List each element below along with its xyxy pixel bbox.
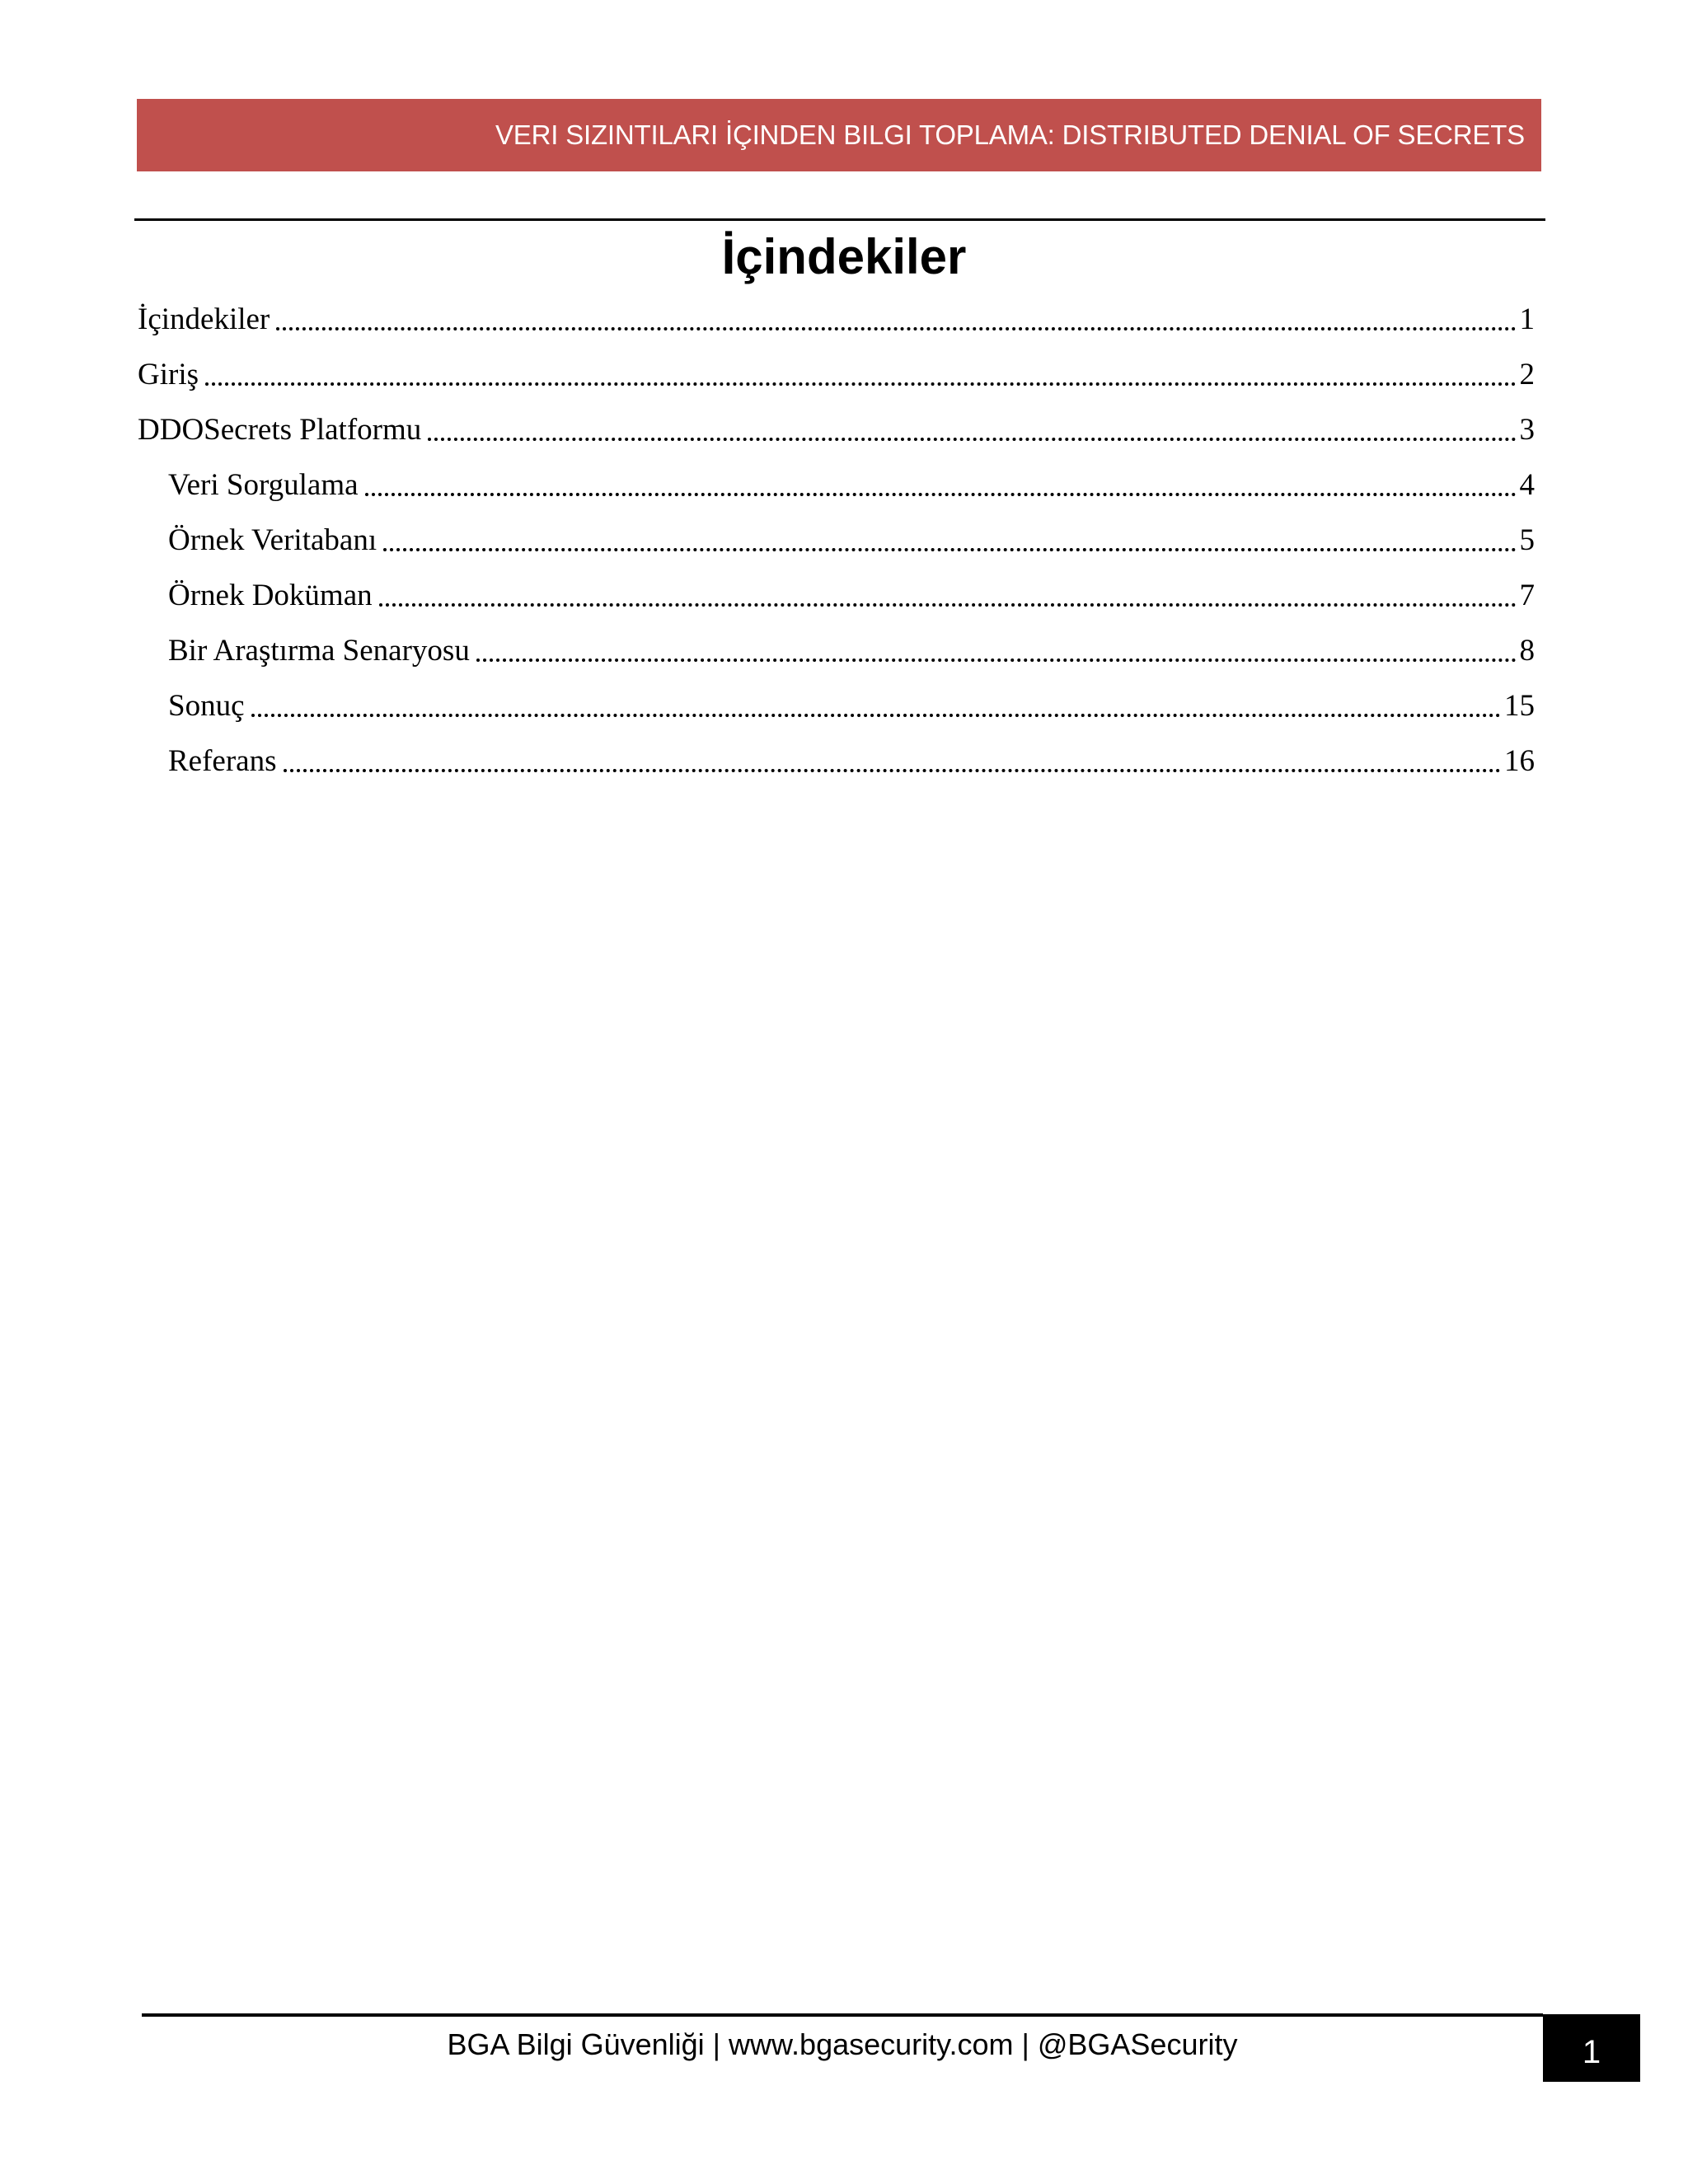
page-number: 1 [1582,2033,1601,2070]
toc-entry-label: Sonuç [168,689,245,723]
toc-entry-page: 7 [1519,579,1535,612]
toc-entry[interactable] [168,459,1535,504]
toc-entry-label: Giriş [138,358,199,391]
toc-entry-label: Örnek Doküman [168,579,373,612]
toc-entry-label: Veri Sorgulama [168,468,359,502]
toc-dot-leader [383,548,1516,551]
toc-entry[interactable] [168,514,1535,559]
toc-entry[interactable] [138,404,1535,448]
page-number-box [1543,2014,1640,2082]
toc-entry-page: 2 [1519,358,1535,391]
toc-dot-leader [379,603,1517,607]
toc-entry-label: Bir Araştırma Senaryosu [168,634,470,668]
toc-entry-page: 4 [1519,468,1535,502]
toc-dot-leader [428,438,1516,441]
toc-entry-page: 5 [1519,523,1535,557]
header-band [137,99,1541,171]
toc-entry[interactable] [138,349,1535,393]
footer-divider [142,2013,1543,2017]
toc-entry-page: 8 [1519,634,1535,668]
header-divider [134,218,1545,221]
toc-entry-page: 3 [1519,413,1535,447]
toc-dot-leader [284,769,1502,772]
document-header-title: VERI SIZINTILARI İÇINDEN BILGI TOPLAMA: DISTRIBUTED DENIAL OF SECRETS [495,120,1525,150]
toc-entry[interactable] [168,735,1535,780]
toc-entry-page: 1 [1519,302,1535,336]
toc-dot-leader [276,327,1516,330]
toc-dot-leader [205,382,1517,386]
toc-entry-label: İçindekiler [138,302,270,336]
toc-entry-label: Referans [168,744,277,778]
toc-entry-label: Örnek Veritabanı [168,523,377,557]
toc-entry-page: 15 [1504,689,1535,723]
toc-dot-leader [476,658,1517,662]
toc-entry[interactable] [168,625,1535,669]
toc-dot-leader [251,714,1502,717]
toc-entry-label: DDOSecrets Platformu [138,413,422,447]
footer-text: BGA Bilgi Güvenliği | www.bgasecurity.com | @BGASecurity [447,2027,1238,2061]
toc-title: İçindekiler [721,229,967,284]
toc-entry[interactable] [168,680,1535,724]
toc-entry[interactable] [138,293,1535,338]
toc-dot-leader [365,493,1517,496]
toc-entry-page: 16 [1504,744,1535,778]
toc-entry[interactable] [168,569,1535,614]
